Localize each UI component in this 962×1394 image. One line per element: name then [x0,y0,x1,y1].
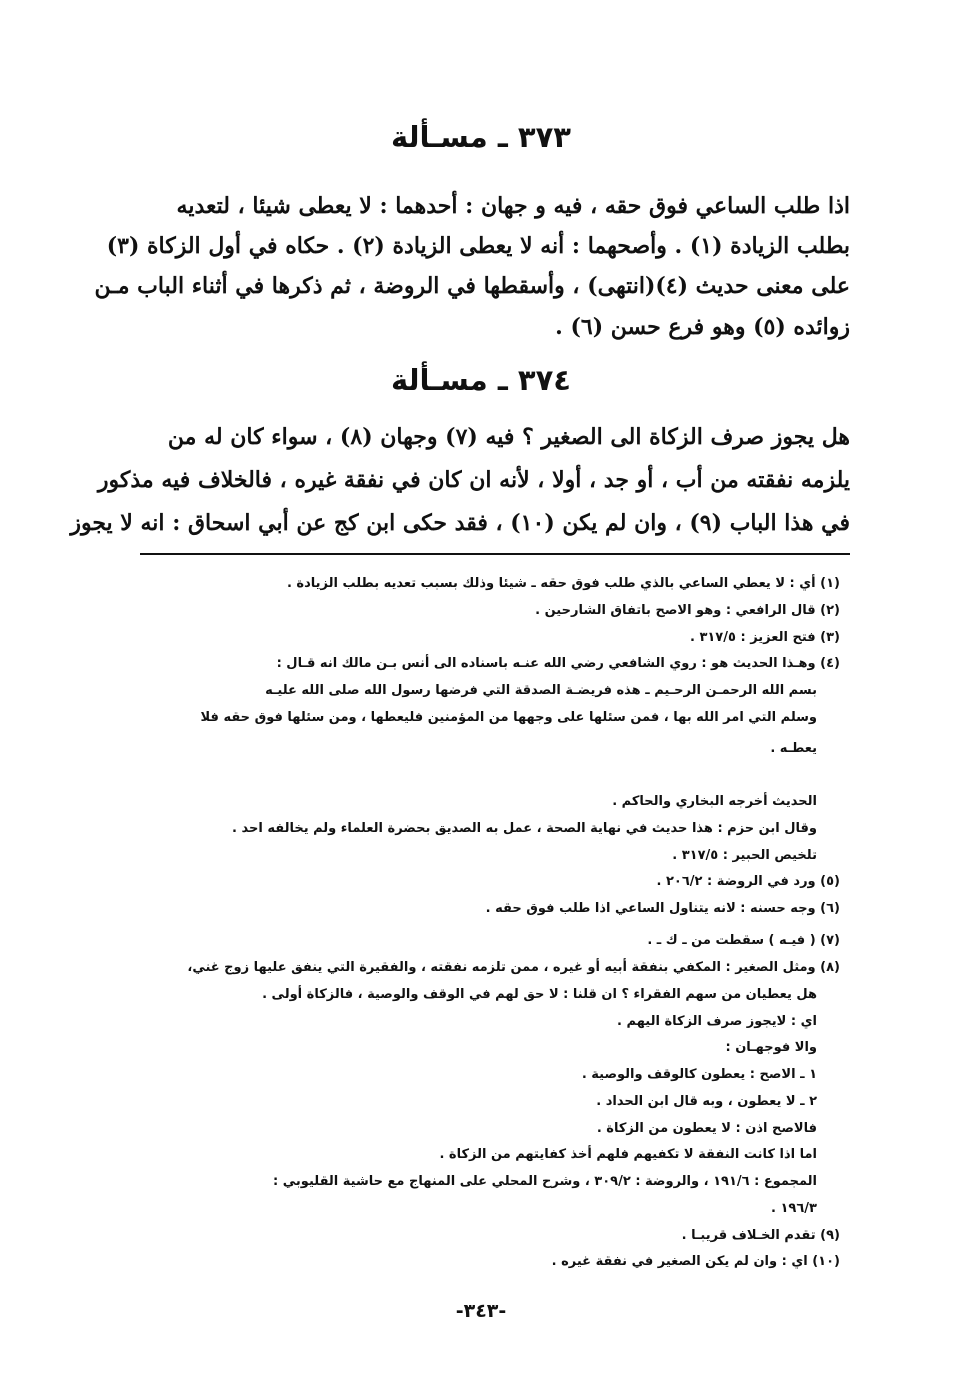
footnote-line: وقال ابن حزم : هذا حديث في نهاية الصحة ، عمل به الصديق بحضرة العلماء ولم يخالفه احد . [232,821,817,836]
footnote-line: (١) أي : لا يعطي الساعي بالذي طلب فوق حقه ـ شيئا وذلك بسبب تعديه بطلب الزيادة . [286,576,840,591]
section-373-heading: ٣٧٣ ـ مسـألة [391,120,571,154]
footnote-line: (٢) قال الرافعي : وهو الاصح باتفاق الشارحين . [535,603,840,618]
section-374-line-2: يلزمه نفقته من أب ، أو جد ، أولا ، لأنه ان كان في نفقة غيره ، فالخلاف فيه مذكور [97,467,850,493]
footnote-line: (٨) ومثل الصغير : المكفي بنفقة أبيه أو غيره ، ممن تلزمه نفقته ، والفقيرة التي ينفق عليها زوج غني، [187,960,840,975]
section-374-heading: ٣٧٤ ـ مسـألة [391,363,571,397]
footnote-divider [140,553,850,555]
footnote-line: هل يعطيان من سهم الفقراء ؟ ان قلنا : لا حق لهم في الوقف والوصية ، فالزكاة أولى . [262,987,817,1002]
footnote-line: (٧) ( فيـه ) سقطت من ـ ك ـ . [647,933,840,948]
footnote-line: الحديث أخرجه البخاري والحاكم . [612,794,817,809]
footnote-line: (٥) ورد في الروضة : ٢٠٦/٢ . [656,874,840,889]
footnote-line: ١ ـ الاصح : يعطون كالوقف والوصية . [581,1067,817,1082]
section-374-line-3: في هذا الباب (٩) ، وان لم يكن (١٠) ، فقد حكى ابن كج عن أبي اسحاق : انه لا يجوز [70,510,850,536]
footnote-line: وسلم التي امر الله بها ، فمن سئلها على وجهها من المؤمنين فليعطها ، ومن سئلها فوق حقه فلا [200,710,817,725]
footnote-line: فالاصح اذن : لا يعطون من الزكاة . [596,1121,817,1136]
footnote-line: ١٩٦/٣ . [771,1201,817,1216]
section-373-line-2: بطلب الزيادة (١) . وأصحهما : أنه لا يعطى الزيادة (٢) . حكاه في أول الزكاة (٣) [106,233,850,259]
footnote-line: المجموع : ١٩١/٦ ، والروضة : ٣٠٩/٢ ، وشرح المحلي على المنهاج مع حاشية القليوبي : [273,1174,817,1189]
section-373-line-3: على معنى حديث (٤)(انتهى) ، وأسقطها في الروضة ، ثم ذكرها في أثناء الباب مـن [94,273,850,299]
section-373-line-4: زوائده (٥) وهو فرع حسن (٦) . [555,314,850,340]
footnote-line: (١٠) اي : وان لم يكن الصغير في نفقة غيره . [551,1254,840,1269]
section-373-line-1: اذا طلب الساعي فوق حقه ، فيه و جهان : أحدهما : لا يعطى شيئا ، لتعديه [176,193,850,219]
page-number: -٣٤٣- [455,1300,507,1322]
footnote-line: (٦) وجه حسنه : لانه يتناول الساعي اذا طلب فوق حقه . [485,901,840,916]
footnote-line: اي : لايجوز صرف الزكاة اليهم . [617,1014,817,1029]
footnote-line: ٢ ـ لا يعطون ، وبه قال ابن الحداد . [596,1094,817,1109]
footnote-line: (٩) تقدم الخـلاف قريبـا . [681,1228,840,1243]
section-374-line-1: هل يجوز صرف الزكاة الى الصغير ؟ فيه (٧) وجهان (٨) ، سواء كان له من [167,424,850,450]
footnote-line: والا فوجهـان : [725,1040,817,1055]
footnote-line: تلخيص الحبير : ٣١٧/٥ . [672,848,817,863]
footnote-line: بسم الله الرحمـن الرحـيم ـ هذه فريضـة الصدقة التي فرضها رسول الله صلى الله عليـه [265,683,817,698]
footnote-line: (٤) وهـذا الحديث هو : روي الشافعي رضي الله عنـه باسناده الى أنس بـن مالك انه قـال : [276,656,840,671]
footnote-line: (٣) فتح العزيز : ٣١٧/٥ . [689,630,840,645]
footnote-line: يعطـه . [770,741,817,756]
footnote-line: اما اذا كانت النفقة لا تكفيهم فلهم أخذ كفايتهم من الزكاة . [439,1147,817,1162]
